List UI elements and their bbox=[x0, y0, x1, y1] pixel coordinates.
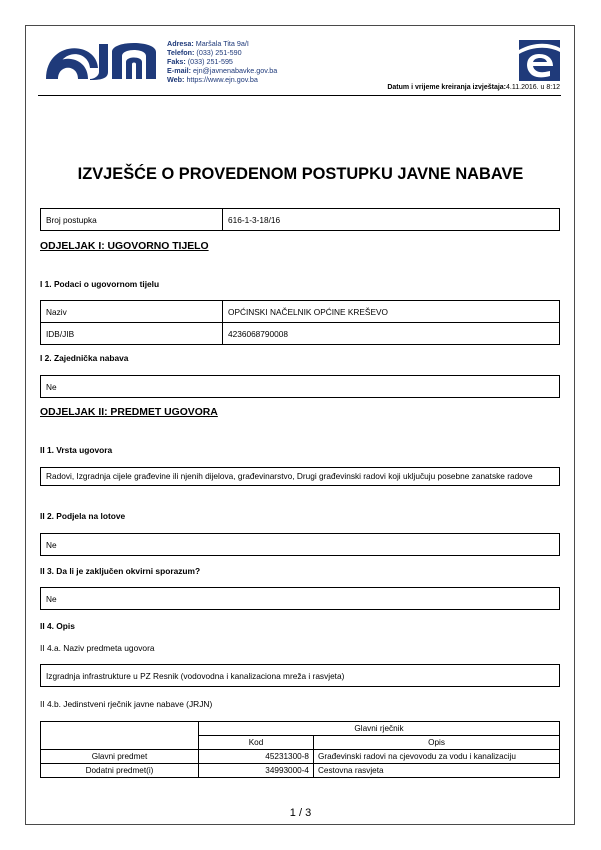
contract-subject-box bbox=[40, 664, 560, 687]
row-label: Glavni predmet bbox=[41, 750, 199, 764]
authority-name-label: Naziv bbox=[41, 301, 223, 322]
procedure-number-box bbox=[40, 208, 560, 231]
created-timestamp bbox=[387, 84, 560, 91]
ejn-logo bbox=[44, 38, 158, 80]
ejn-e-logo bbox=[519, 40, 560, 81]
section-2-title: ODJELJAK II: PREDMET UGOVORA bbox=[40, 407, 218, 418]
procedure-number-value: 616-1-3-18/16 bbox=[228, 214, 281, 225]
jrjn-table bbox=[40, 721, 560, 778]
framework-agreement-box bbox=[40, 587, 560, 610]
joint-procurement-value: Ne bbox=[46, 381, 57, 392]
authority-id-value: 4236068790008 bbox=[228, 328, 288, 339]
joint-procurement-box bbox=[40, 375, 560, 398]
contact-block bbox=[167, 40, 277, 85]
created-value: 4.11.2016. u 8:12 bbox=[506, 84, 560, 91]
table-row bbox=[41, 750, 560, 764]
table-row bbox=[41, 722, 560, 736]
header-divider bbox=[38, 95, 561, 96]
authority-id-label: IDB/JIB bbox=[41, 323, 223, 344]
document-title: IZVJEŠĆE O PROVEDENOM POSTUPKU JAVNE NABAVE bbox=[77, 165, 524, 183]
code-header: Kod bbox=[199, 736, 314, 750]
row-label: Dodatni predmet(i) bbox=[41, 764, 199, 778]
procedure-number-label: Broj postupka bbox=[41, 209, 223, 230]
row-code: 34993000-4 bbox=[199, 764, 314, 778]
phone-label: Telefon: bbox=[167, 47, 195, 57]
section-1-title: ODJELJAK I: UGOVORNO TIJELO bbox=[40, 241, 209, 252]
section-2-4-title: II 4. Opis bbox=[40, 621, 75, 631]
contract-subject-value: Izgradnja infrastrukture u PZ Resnik (vodovodna i kanalizaciona mreža i rasvjeta) bbox=[46, 670, 345, 681]
section-2-4a-title: II 4.a. Naziv predmeta ugovora bbox=[40, 643, 155, 653]
table-row bbox=[41, 764, 560, 778]
framework-agreement-value: Ne bbox=[46, 593, 57, 604]
row-desc: Cestovna rasvjeta bbox=[314, 764, 560, 778]
lots-value: Ne bbox=[46, 539, 57, 550]
address-value: Maršala Tita 9a/I bbox=[195, 39, 249, 48]
row-code: 45231300-8 bbox=[199, 750, 314, 764]
address-label: Adresa: bbox=[167, 39, 194, 48]
web-label: Web: bbox=[167, 74, 185, 84]
contract-type-value: Radovi, Izgradnja cijele građevine ili njenih dijelova, građevinarstvo, Drugi građevinski radovi koji uključuju posebne zanatske radove bbox=[46, 471, 533, 481]
section-2-1-title: II 1. Vrsta ugovora bbox=[40, 445, 113, 455]
fax-label: Faks: bbox=[167, 56, 186, 66]
contract-type-box bbox=[40, 467, 560, 486]
phone-value: (033) 251-590 bbox=[196, 47, 242, 57]
section-2-4b-title: II 4.b. Jedinstveni rječnik javne nabave (JRJN) bbox=[40, 699, 213, 709]
page-number: 1 / 3 bbox=[289, 807, 312, 819]
section-1-2-title: I 2. Zajednička nabava bbox=[40, 353, 129, 363]
authority-name-value: OPĆINSKI NAČELNIK OPĆINE KREŠEVO bbox=[228, 306, 388, 317]
section-2-2-title: II 2. Podjela na lotove bbox=[40, 511, 126, 521]
table-corner-cell bbox=[41, 722, 199, 750]
lots-box bbox=[40, 533, 560, 556]
section-1-1-title: I 1. Podaci o ugovornom tijelu bbox=[40, 279, 160, 289]
fax-value: (033) 251-595 bbox=[187, 56, 233, 66]
section-2-3-title: II 3. Da li je zaključen okvirni sporazum? bbox=[40, 566, 201, 576]
web-value[interactable]: https://www.ejn.gov.ba bbox=[186, 74, 258, 84]
contracting-authority-box bbox=[40, 300, 560, 345]
email-value[interactable]: ejn@javnenabavke.gov.ba bbox=[192, 65, 278, 75]
created-label: Datum i vrijeme kreiranja izvještaja: bbox=[387, 84, 507, 91]
group-header: Glavni rječnik bbox=[199, 722, 560, 736]
row-desc: Građevinski radovi na cjevovodu za vodu i kanalizaciju bbox=[314, 750, 560, 764]
email-label: E-mail: bbox=[167, 65, 191, 75]
desc-header: Opis bbox=[314, 736, 560, 750]
